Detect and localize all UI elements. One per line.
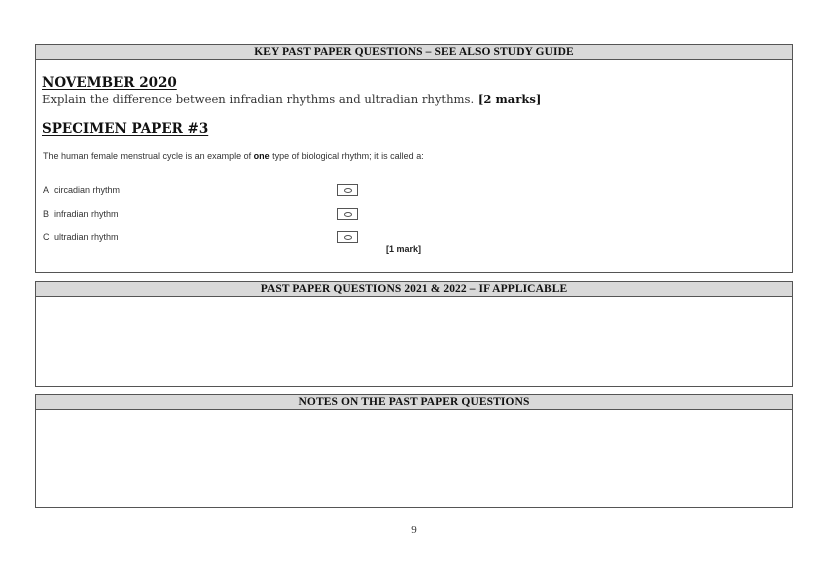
option-label: infradian rhythm <box>54 209 119 219</box>
section-header: KEY PAST PAPER QUESTIONS – SEE ALSO STUDY GUIDE <box>36 45 792 60</box>
radio-oval-icon <box>344 212 352 217</box>
option-c <box>43 232 119 242</box>
option-label: circadian rhythm <box>54 185 121 195</box>
radio-oval-icon <box>344 188 352 193</box>
page-number: 9 <box>411 524 417 536</box>
option-a-answer-box[interactable] <box>337 184 358 196</box>
notes-content-area[interactable] <box>36 410 792 508</box>
section-content-area[interactable] <box>36 297 792 387</box>
past-paper-questions-2021-2022-section <box>35 281 793 387</box>
question-text: Explain the difference between infradian rhythms and ultradian rhythms. <box>42 92 475 106</box>
option-c-answer-box[interactable] <box>337 231 358 243</box>
specimen-marks-label: [1 mark] <box>386 244 422 254</box>
notes-on-past-paper-questions-section <box>35 394 793 508</box>
option-letter: B <box>43 209 50 219</box>
marks-label: [2 marks] <box>477 92 542 106</box>
option-letter: C <box>43 232 50 242</box>
key-past-paper-questions-section <box>35 44 793 273</box>
november-2020-heading: NOVEMBER 2020 <box>42 75 177 91</box>
option-a <box>43 185 120 195</box>
specimen-paper-heading: SPECIMEN PAPER #3 <box>42 121 209 137</box>
specimen-question-stem <box>43 151 443 162</box>
stem-emphasis: one <box>253 151 270 161</box>
radio-oval-icon <box>344 235 352 240</box>
option-b-answer-box[interactable] <box>337 208 358 220</box>
stem-text: The human female menstrual cycle is an example of <box>43 151 254 161</box>
november-2020-question <box>42 92 541 106</box>
section-header: PAST PAPER QUESTIONS 2021 & 2022 – IF APPLICABLE <box>36 282 792 297</box>
option-letter: A <box>43 185 50 195</box>
section-header: NOTES ON THE PAST PAPER QUESTIONS <box>36 395 792 410</box>
option-b <box>43 209 119 219</box>
stem-text: type of biological rhythm; it is called a: <box>269 151 424 161</box>
option-label: ultradian rhythm <box>54 232 119 242</box>
